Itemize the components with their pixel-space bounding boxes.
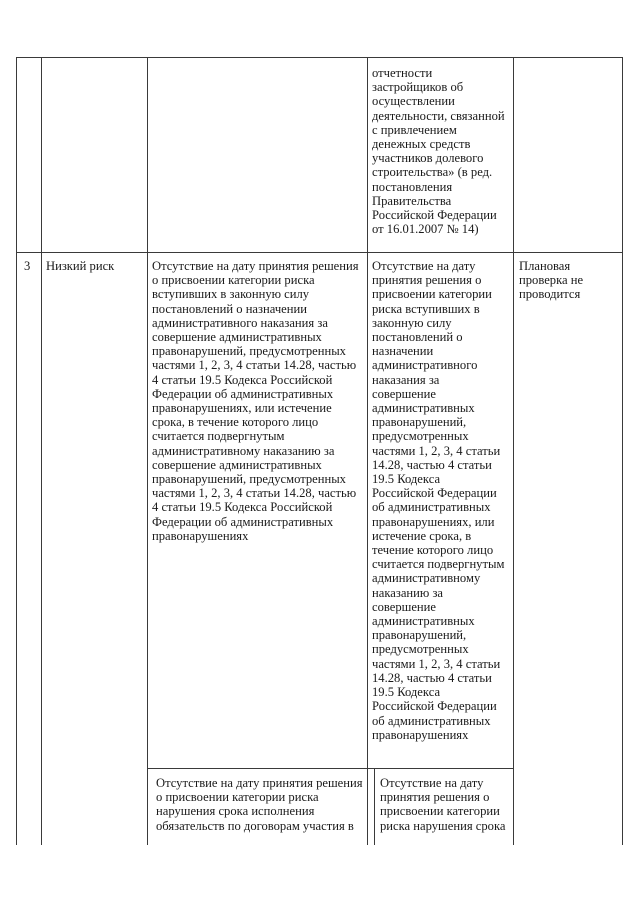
table-column-divider (374, 768, 375, 845)
risk-criterion-text: Отсутствие на дату принятия решения о присвоении категории риска нарушения срока (380, 776, 506, 833)
table-column-divider (147, 57, 148, 845)
table-row-divider (147, 768, 514, 769)
row-number: 3 (24, 259, 31, 273)
table-cell-text: отчетности застройщиков об осуществлении деятельности, связанной с привлечением денежных средств участников долевого строительства» (в ред. постановления Правительства Российской Федерации от 16.01.2007 № 14) (372, 66, 505, 237)
risk-criterion-text: Отсутствие на дату принятия решения о присвоении категории риска вступивших в законную силу постановлений о назначении административного наказания за совершение административных правонарушений, предусмотренных частями 1, 2, 3, 4 статьи 14.28, частью 4 статьи 19.5 Кодекса Российской Федерации об административных правонарушениях, или истечение срока, в течение которого лицо считается подвергнутым административному наказанию за совершение административных правонарушений, предусмотренных частями 1, 2, 3, 4 статьи 14.28, частью 4 статьи 19.5 Кодекса Российской Федерации об административных правонарушениях (372, 259, 505, 742)
table-border-top (16, 57, 623, 58)
risk-criterion-text: Отсутствие на дату принятия решения о присвоении категории риска вступивших в законную силу постановлений о назначении административного наказания за совершение административных правонарушений, предусмотренных частями 1, 2, 3, 4 статьи 14.28, частью 4 статьи 19.5 Кодекса Российской Федерации об административных правонарушениях, или истечение срока, в течение которого лицо считается подвергнутым административному наказанию за совершение административных правонарушений, предусмотренных частями 1, 2, 3, 4 статьи 14.28, частью 4 статьи 19.5 Кодекса Российской Федерации об административных правонарушениях (152, 259, 359, 543)
table-border-right (622, 57, 623, 845)
table-column-divider (513, 57, 514, 845)
table-border-left (16, 57, 17, 845)
risk-criterion-text: Отсутствие на дату принятия решения о присвоении категории риска нарушения срока исполнения обязательств по договорам участия в (156, 776, 363, 833)
table-row-divider (16, 252, 623, 253)
risk-category-label: Низкий риск (46, 259, 115, 273)
table-column-divider (367, 57, 368, 845)
table-column-divider (41, 57, 42, 845)
inspection-status-text: Плановая проверка не проводится (519, 259, 584, 302)
